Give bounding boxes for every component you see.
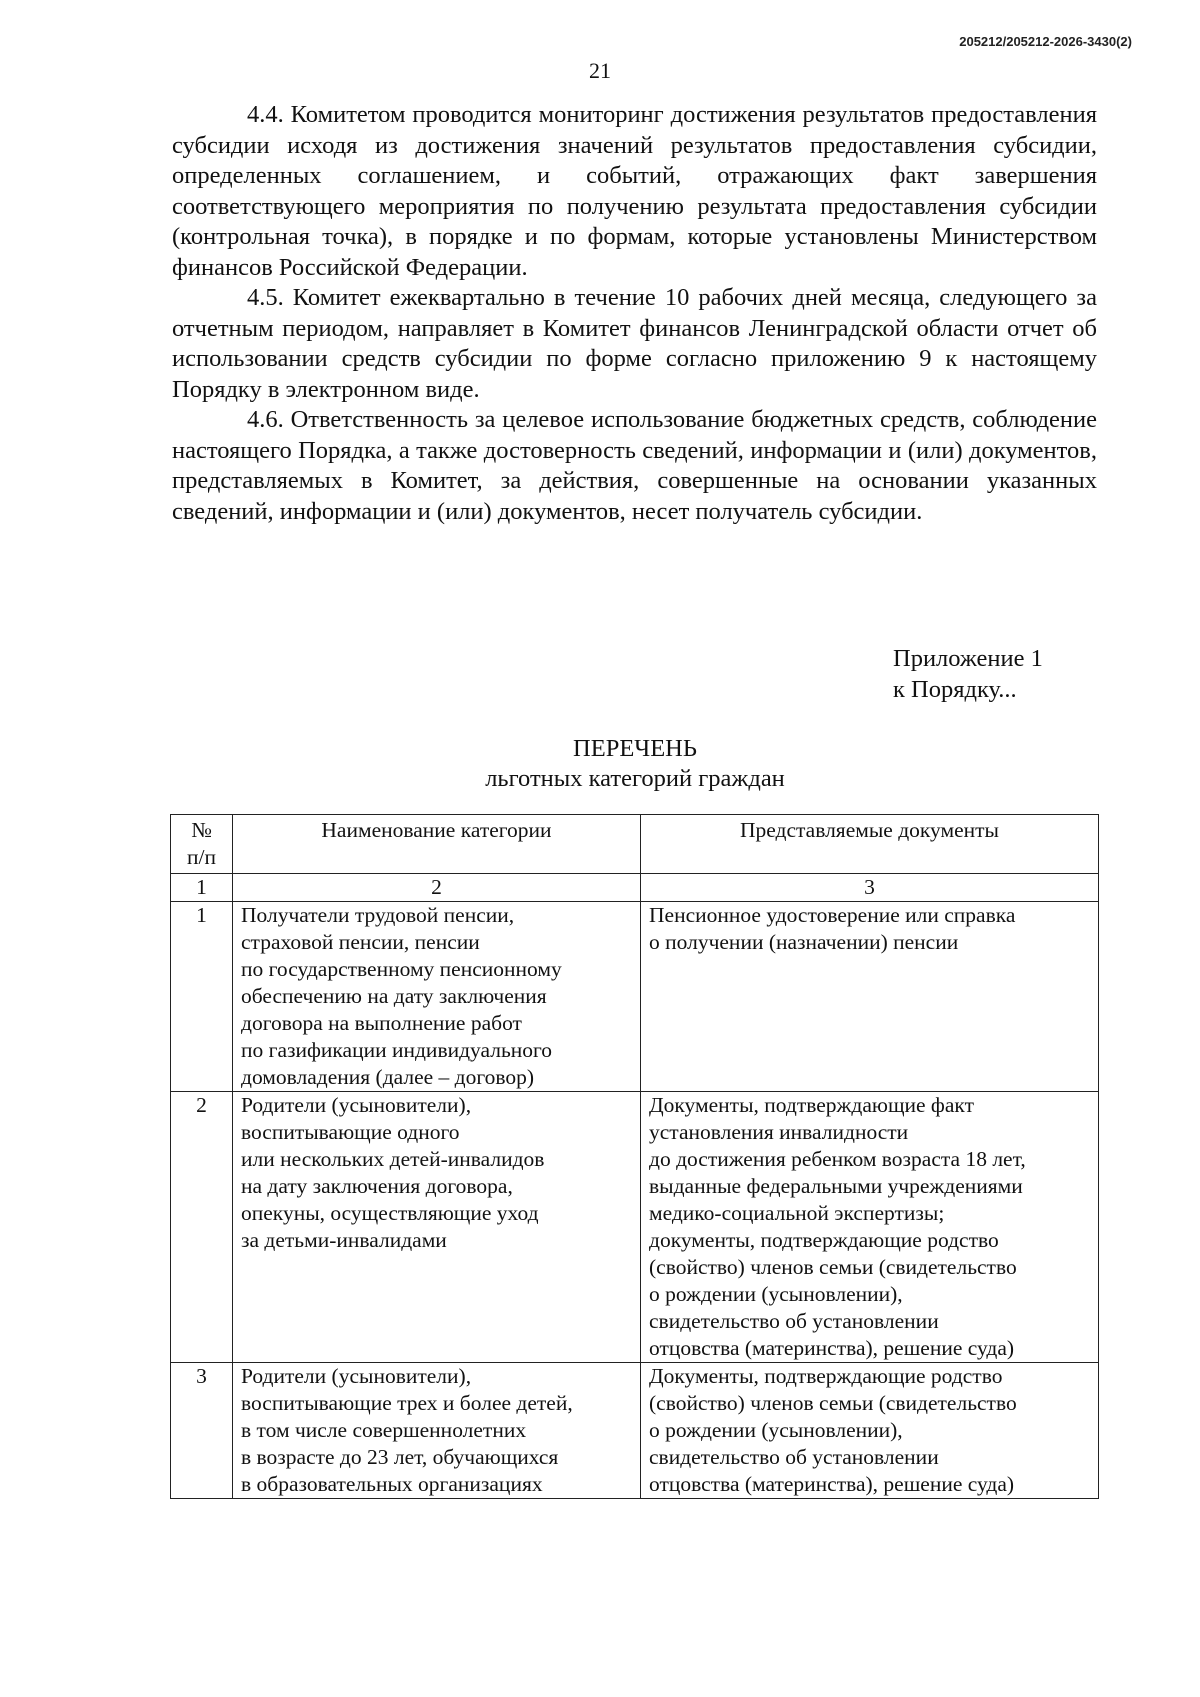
category-line: в том числе совершеннолетних	[241, 1418, 527, 1442]
documents-line: установления инвалидности	[649, 1120, 909, 1144]
category-line: в возрасте до 23 лет, обучающихся	[241, 1445, 559, 1469]
index-cell-3: 3	[641, 874, 1099, 902]
table-row	[171, 1092, 1099, 1363]
header-number	[171, 815, 233, 874]
category-line: воспитывающие одного	[241, 1120, 460, 1144]
category-line: опекуны, осуществляющие уход	[241, 1201, 539, 1225]
appendix-reference	[893, 644, 1043, 705]
row-documents	[641, 1363, 1099, 1499]
category-line: Получатели трудовой пенсии,	[241, 903, 515, 927]
document-registration-number: 205212/205212-2026-3430(2)	[959, 34, 1132, 49]
documents-line: (свойство) членов семьи (свидетельство	[649, 1391, 1017, 1415]
row-category	[233, 902, 641, 1092]
category-line: Родители (усыновители),	[241, 1093, 472, 1117]
category-line: домовладения (далее – договор)	[241, 1065, 535, 1089]
paragraph-4-5: 4.5. Комитет ежеквартально в течение 10 рабочих дней месяца, следующего за отчетным периодом, направляет в Комитет финансов Ленинградской области отчет об использовании средств субсидии по форме согласно приложению 9 к настоящему Порядку в электронном виде.	[172, 284, 1097, 403]
category-line: обеспечению на дату заключения	[241, 984, 547, 1008]
category-line: по государственному пенсионному	[241, 957, 562, 981]
category-line: воспитывающие трех и более детей,	[241, 1391, 573, 1415]
page-number: 21	[589, 58, 611, 83]
documents-line: о получении (назначении) пенсии	[649, 930, 959, 954]
header-number-line-1: №	[191, 818, 212, 842]
documents-line: Документы, подтверждающие родство	[649, 1364, 1003, 1388]
category-line: по газификации индивидуального	[241, 1038, 553, 1062]
list-title: ПЕРЕЧЕНЬ	[573, 735, 697, 762]
row-number: 1	[171, 902, 233, 1092]
table-row	[171, 902, 1099, 1092]
row-category	[233, 1092, 641, 1363]
row-category	[233, 1363, 641, 1499]
documents-line: медико-социальной экспертизы;	[649, 1201, 945, 1225]
documents-line: документы, подтверждающие родство	[649, 1228, 999, 1252]
header-category: Наименование категории	[233, 815, 641, 874]
category-line: на дату заключения договора,	[241, 1174, 513, 1198]
documents-line: Документы, подтверждающие факт	[649, 1093, 974, 1117]
documents-line: свидетельство об установлении	[649, 1309, 939, 1333]
header-number-line-2: п/п	[187, 845, 216, 869]
category-line: за детьми-инвалидами	[241, 1228, 447, 1252]
categories-table-container	[170, 814, 1098, 1499]
documents-line: отцовства (материнства), решение суда)	[649, 1472, 1015, 1496]
documents-line: о рождении (усыновлении),	[649, 1282, 903, 1306]
documents-line: выданные федеральными учреждениями	[649, 1174, 1023, 1198]
documents-line: о рождении (усыновлении),	[649, 1418, 903, 1442]
row-number: 3	[171, 1363, 233, 1499]
documents-line: до достижения ребенком возраста 18 лет,	[649, 1147, 1026, 1171]
table-header-row	[171, 815, 1099, 874]
header-documents: Представляемые документы	[641, 815, 1099, 874]
documents-line: (свойство) членов семьи (свидетельство	[649, 1255, 1017, 1279]
documents-line: свидетельство об установлении	[649, 1445, 939, 1469]
list-subtitle: льготных категорий граждан	[485, 765, 785, 792]
body-text	[172, 100, 1097, 527]
row-number: 2	[171, 1092, 233, 1363]
documents-line: Пенсионное удостоверение или справка	[649, 903, 1016, 927]
row-documents	[641, 902, 1099, 1092]
category-line: в образовательных организациях	[241, 1472, 543, 1496]
category-line: Родители (усыновители),	[241, 1364, 472, 1388]
table-row	[171, 1363, 1099, 1499]
index-cell-2: 2	[233, 874, 641, 902]
table-index-row	[171, 874, 1099, 902]
documents-line: отцовства (материнства), решение суда)	[649, 1336, 1015, 1360]
categories-table	[170, 814, 1099, 1499]
category-line: договора на выполнение работ	[241, 1011, 522, 1035]
paragraph-4-4: 4.4. Комитетом проводится мониторинг достижения результатов предоставления субсидии исходя из достижения значений результатов предоставления субсидии, определенных соглашением, и событий, отражающих факт завершения соответствующего мероприятия по получению результата предоставления субсидии (контрольная точка), в порядке и по формам, которые установлены Министерством финансов Российской Федерации.	[172, 101, 1097, 281]
category-line: страховой пенсии, пенсии	[241, 930, 480, 954]
appendix-line-2: к Порядку...	[893, 675, 1017, 703]
appendix-line-1: Приложение 1	[893, 645, 1043, 672]
row-documents	[641, 1092, 1099, 1363]
index-cell-1: 1	[171, 874, 233, 902]
category-line: или нескольких детей-инвалидов	[241, 1147, 545, 1171]
paragraph-4-6: 4.6. Ответственность за целевое использование бюджетных средств, соблюдение настоящего Порядка, а также достоверность сведений, информации и (или) документов, представляемых в Комитет, за действия, совершенные на основании указанных сведений, информации и (или) документов, несет получатель субсидии.	[172, 406, 1097, 525]
